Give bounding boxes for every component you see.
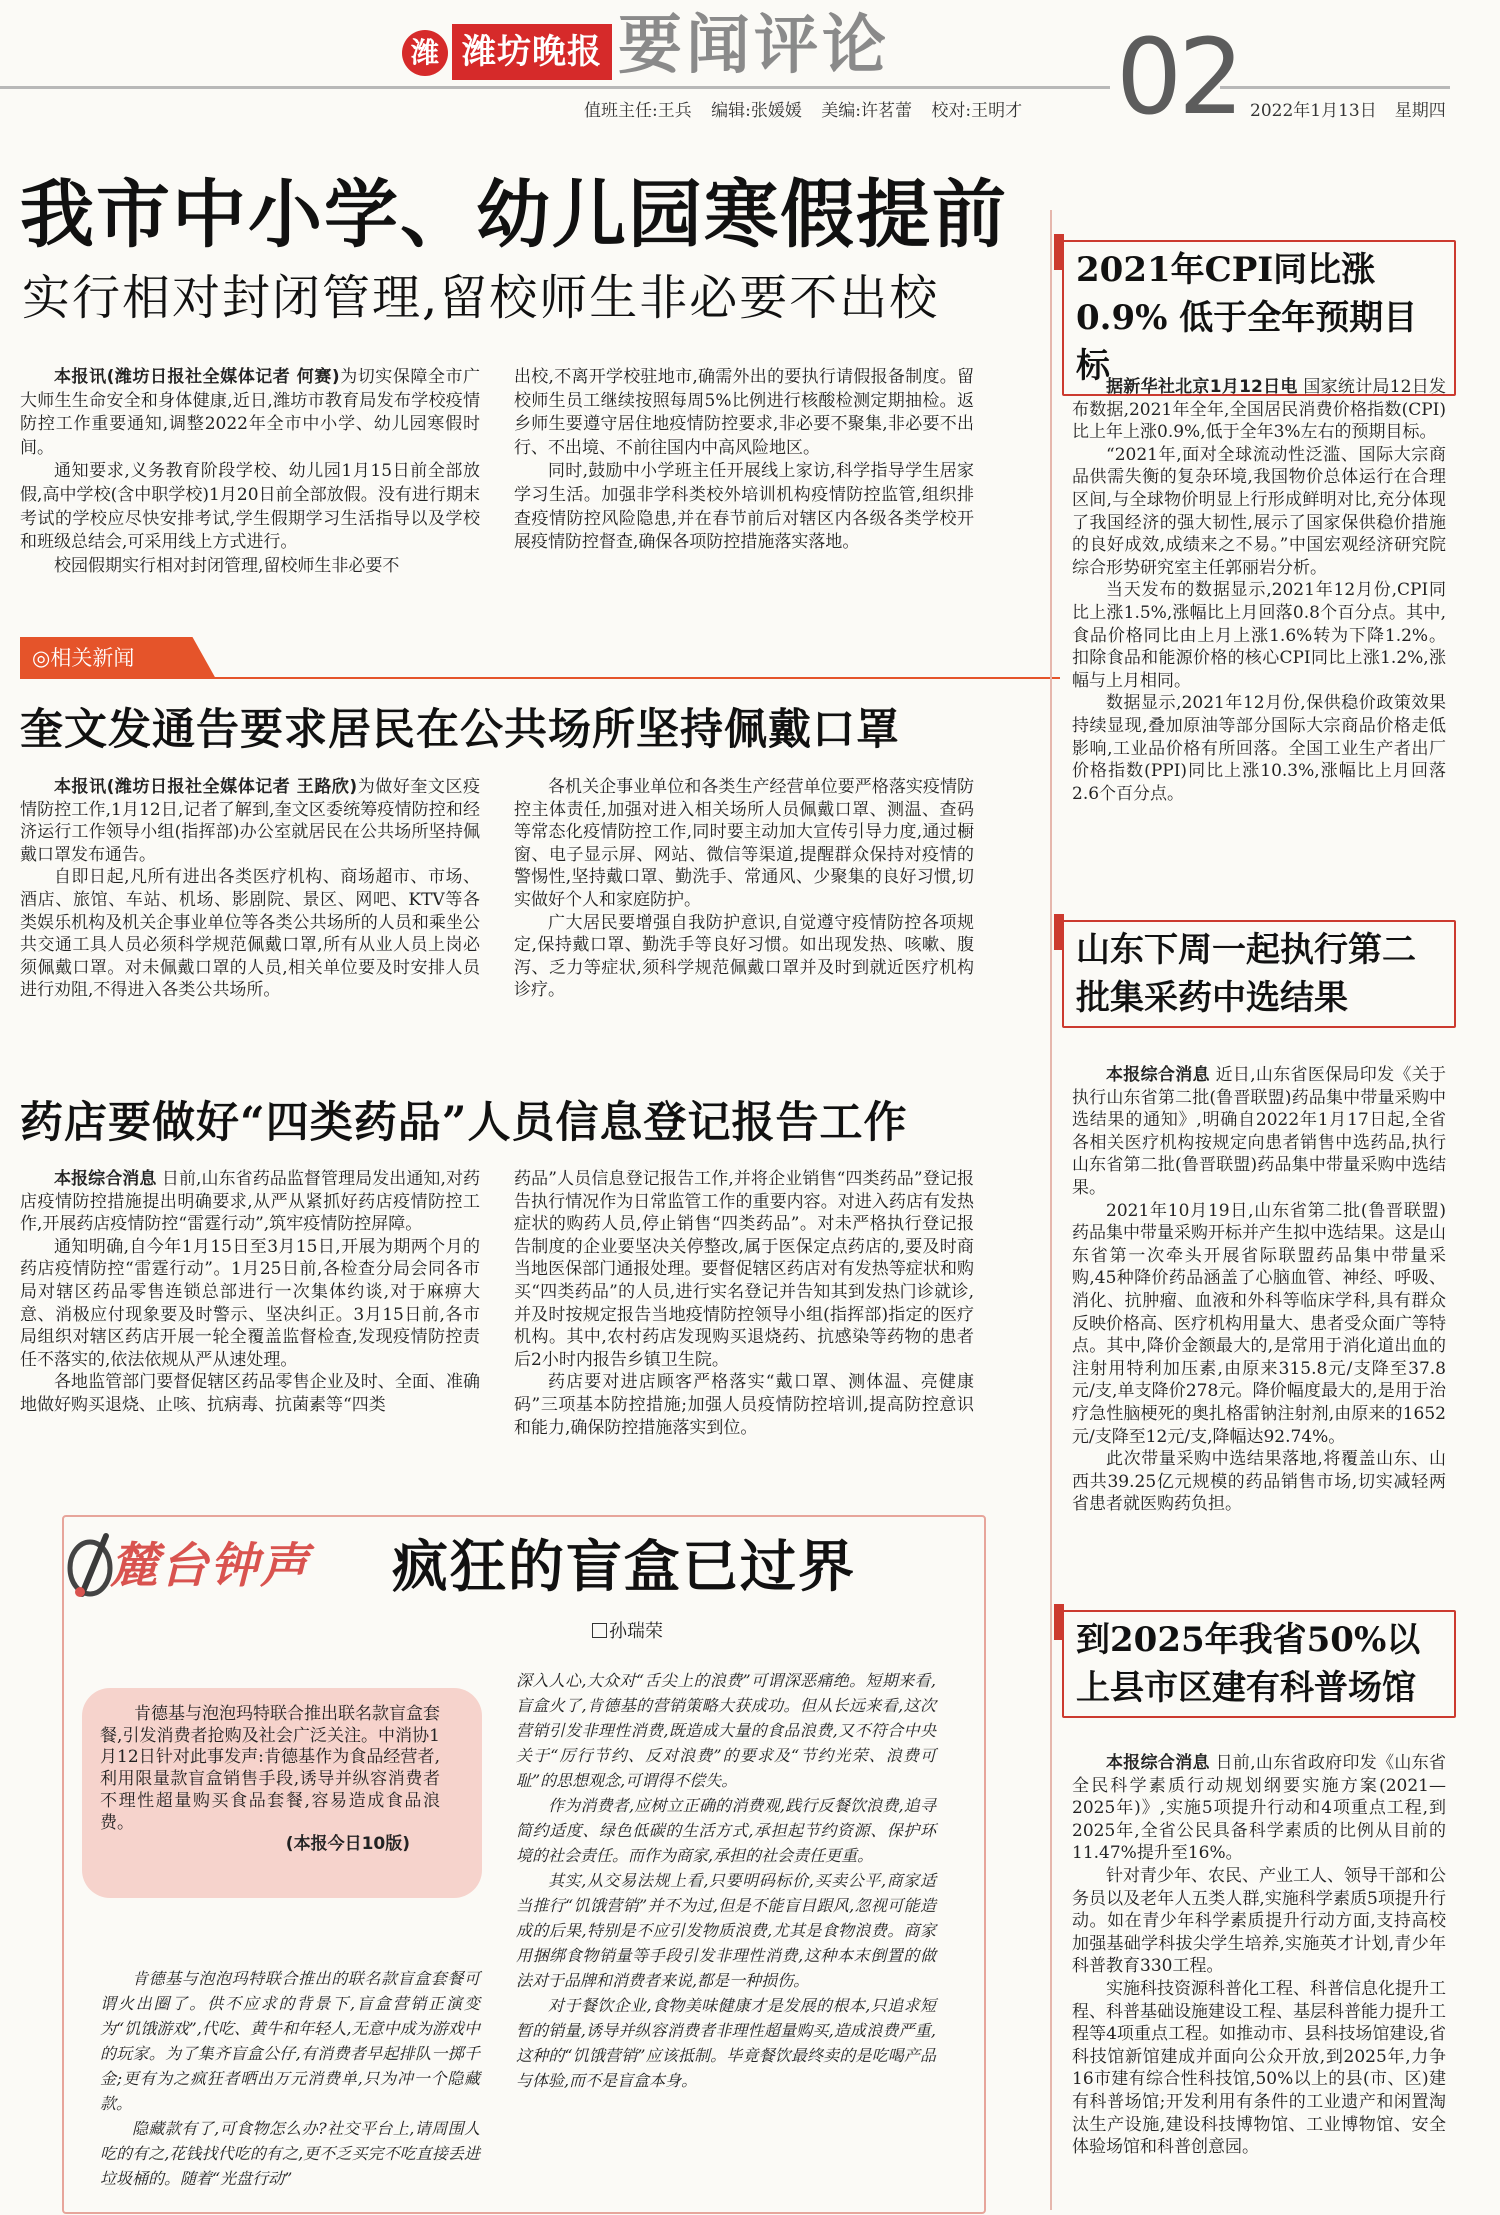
cpi-headline-box <box>1062 240 1456 396</box>
commentary-column-2 <box>516 1668 936 2093</box>
drug-byline: 本报综合消息 <box>1106 1065 1210 1085</box>
lead-column-2 <box>514 366 974 555</box>
masthead-rule-right <box>1220 86 1450 89</box>
page-number: 02 <box>1116 16 1241 138</box>
commentary-para: 对于餐饮企业,食物美味健康才是发展的根本,只追求短暂的销量,诱导并纵容消费者非理性超量购买,造成浪费严重,这种的“饥饿营销”应该抵制。毕竟餐饮最终卖的是吃喝产品与体验,而不是盲盒本身。 <box>516 1996 936 2090</box>
mask-para: 各机关企事业单位和各类生产经营单位要严格落实疫情防控主体责任,加强对进入相关场所人员佩戴口罩、测温、查码等常态化疫情防控工作,同时要主动加大宣传引导力度,通过橱窗、电子显示屏、网站、微信等渠道,提醒群众保持对疫情的警惕性,坚持戴口罩、勤洗手、常通风、少聚集的良好习惯,切实做好个人和家庭防护。 <box>514 777 974 910</box>
paper-name: 潍坊晚报 <box>452 24 612 80</box>
commentary-para: 深入人心,大众对“舌尖上的浪费”可谓深恶痛绝。短期来看,盲盒火了,肯德基的营销策略大获成功。但从长远来看,这次营销引发非理性消费,既造成大量的食品浪费,又不符合中央关于“厉行节约、反对浪费”的要求及“节约光荣、浪费可耻”的思想观念,可谓得不偿失。 <box>516 1671 936 1790</box>
box-accent <box>1054 234 1064 270</box>
mask-para: 广大居民要增强自我防护意识,自觉遵守疫情防控各项规定,保持戴口罩、勤洗手等良好习惯。如出现发热、咳嗽、腹泻、乏力等症状,须科学规范佩戴口罩并及时到就近医疗机构诊疗。 <box>514 912 974 1001</box>
pharmacy-para: 通知明确,自今年1月15日至3月15日,开展为期两个月的药店疫情防控“雷霆行动”。1月25日前,各检查分局会同各市局对辖区药品零售连锁总部进行一次集体约谈,对于麻痹大意、消极应付现象要及时警示、坚决纠正。3月15日前,各市局组织对辖区药店开展一轮全覆盖监督检查,发现疫情防控责任不落实的,依法依规从严从速处理。 <box>20 1236 480 1370</box>
newspaper-logo-icon: 潍 <box>402 30 448 76</box>
pharmacy-para: 日前,山东省药品监督管理局发出通知,对药店疫情防控措施提出明确要求,从严从紧抓好药店疫情防控工作,开展药店疫情防控“雷霆行动”,筑牢疫情防控屏障。 <box>20 1169 481 1235</box>
drug-para: 近日,山东省医保局印发《关于执行山东省第二批(鲁晋联盟)药品集中带量采购中选结果的通知》,明确自2022年1月17日起,全省各相关医疗机构按规定向患者销售中选药品,执行山东省第二批(鲁晋联盟)药品集中带量采购中选结果。 <box>1072 1065 1447 1198</box>
cpi-para: “2021年,面对全球流动性泛滥、国际大宗商品供需失衡的复杂环境,我国物价总体运行在合理区间,与全球物价明显上行形成鲜明对比,充分体现了我国经济的强大韧性,展示了国家保供稳价措施的良好成效,成绩来之不易。”中国宏观经济研究院综合形势研究室主任郭丽岩分析。 <box>1072 444 1446 578</box>
cpi-para: 当天发布的数据显示,2021年12月份,CPI同比上涨1.5%,涨幅比上月回落0.8个百分点。其中,食品价格同比由上月上涨1.6%转为下降1.2%。扣除食品和能源价格的核心CPI同比上涨1.2%,涨幅与上月相同。 <box>1072 580 1446 691</box>
mask-para: 自即日起,凡所有进出各类医疗机构、商场超市、市场、酒店、旅馆、车站、机场、影剧院、景区、网吧、KTV等各类娱乐机构及机关企事业单位等各类公共场所的人员和乘坐公共交通工具人员必须科学规范佩戴口罩,所有从业人员上岗必须佩戴口罩。对未佩戴口罩的人员,相关单位要及时安排人员进行劝阻,不得进入各类公共场所。 <box>20 867 480 1001</box>
lead-para: 同时,鼓励中小学班主任开展线上家访,科学指导学生居家学习生活。加强非学科类校外培训机构疫情防控监管,组织排查疫情防控风险隐患,并在春节前后对辖区内各级各类学校开展疫情防控督查,确保各项防控措施落实落地。 <box>514 461 974 553</box>
pharmacy-column-2 <box>514 1168 974 1439</box>
drug-body <box>1072 1064 1446 1516</box>
staff-proofreader: 校对:王明才 <box>931 101 1023 121</box>
commentary-para: 肯德基与泡泡玛特联合推出的联名款盲盒套餐可谓火出圈了。供不应求的背景下,盲盒营销正演变为“饥饿游戏”,代吃、黄牛和年轻人,无意中成为游戏中的玩家。为了集齐盲盒公仔,有消费者早起排队一掷千金;更有为之疯狂者晒出万元消费单,只为冲一个隐藏款。 <box>100 1969 480 2113</box>
lead-subheadline: 实行相对封闭管理,留校师生非必要不出校 <box>22 270 940 326</box>
lead-para: 校园假期实行相对封闭管理,留校师生非必要不 <box>54 555 400 576</box>
lead-headline: 我市中小学、幼儿园寒假提前 <box>20 172 1008 258</box>
cpi-body <box>1072 376 1446 805</box>
section-title: 要闻评论 <box>618 8 890 83</box>
science-para: 针对青少年、农民、产业工人、领导干部和公务员以及老年人五类人群,实施科学素质5项提升行动。如在青少年科学素质提升行动方面,支持高校加强基础学科拔尖学生培养,实施英才计划,青少年科普教育330工程。 <box>1072 1865 1447 1977</box>
staff-duty: 值班主任:王兵 <box>584 101 692 121</box>
issue-date <box>1250 96 1446 121</box>
box-accent <box>1054 914 1064 950</box>
pharmacy-para: 药品”人员信息登记报告工作,并将企业销售“四类药品”登记报告执行情况作为日常监管工作的重要内容。对进入药店有发热症状的购药人员,停止销售“四类药品”。对未严格执行登记报告制度的企业要坚决关停整改,属于医保定点药店的,要及时商当地医保部门通报处理。要督促辖区药店对有发热等症状和购买“四类药品”的人员,进行实名登记并告知其到发热门诊就诊,并及时按规定报告当地疫情防控领导小组(指挥部)指定的医疗机构。其中,农村药店发现购买退烧药、抗感染等药物的患者后2小时内报告乡镇卫生院。 <box>514 1169 974 1370</box>
pharmacy-para: 药店要对进店顾客严格落实“戴口罩、测体温、亮健康码”三项基本防控措施;加强人员疫情防控培训,提高防控意识和能力,确保防控措施落实到位。 <box>514 1372 974 1438</box>
pharmacy-byline: 本报综合消息 <box>54 1169 157 1189</box>
cpi-headline: 2021年CPI同比涨0.9% 低于全年预期目标 <box>1076 250 1418 386</box>
mask-column-1 <box>20 776 480 1002</box>
commentary-column-1 <box>100 1966 480 2191</box>
mask-article-headline: 奎文发通告要求居民在公共场所坚持佩戴口罩 <box>20 705 900 755</box>
commentary-headline: 疯狂的盲盒已过界 <box>392 1534 856 1600</box>
box-accent <box>1054 1604 1064 1640</box>
pharmacy-column-1 <box>20 1168 480 1417</box>
staff-editor: 编辑:张媛媛 <box>711 101 802 121</box>
intro-para: 肯德基与泡泡玛特联合推出联名款盲盒套餐,引发消费者抢购及社会广泛关注。中消协1月12日针对此事发声:肯德基作为食品经营者,利用限量款盲盒销售手段,诱导并纵容消费者不理性超量购买食品套餐,容易造成食品浪费。 <box>100 1704 440 1833</box>
tag-rule <box>20 677 1060 679</box>
lead-column-1 <box>20 366 480 578</box>
drug-para: 此次带量采购中选结果落地,将覆盖山东、山西共39.25亿元规模的药品销售市场,切实减轻两省患者就医购药负担。 <box>1072 1449 1446 1515</box>
science-headline: 到2025年我省50%以上县市区建有科普场馆 <box>1076 1620 1421 1708</box>
lead-para: 为切实保障全市广大师生生命安全和身体健康,近日,潍坊市教育局发布学校疫情防控工作重要通知,调整2022年全市中小学、幼儿园寒假时间。 <box>20 367 481 458</box>
drug-headline: 山东下周一起执行第二批集采药中选结果 <box>1076 930 1416 1018</box>
commentary-para: 隐藏款有了,可食物怎么办?社交平台上,请周围人吃的有之,花钱找代吃的有之,更不乏买完不吃直接丢进垃圾桶的。随着“光盘行动” <box>100 2119 480 2188</box>
drug-headline-box <box>1062 920 1456 1028</box>
lead-para: 出校,不离开学校驻地市,确需外出的要执行请假报备制度。留校师生员工继续按照每周5%比例进行核酸检测定期抽检。返乡师生要遵守居住地疫情防控要求,非必要不聚集,非必要不出行、不出境、不前往国内中高风险地区。 <box>514 367 974 458</box>
commentary-author: 孙瑞荣 <box>592 1620 663 1644</box>
masthead-rule <box>0 86 1110 89</box>
staff-line <box>584 96 1022 121</box>
pharmacy-article-headline: 药店要做好“四类药品”人员信息登记报告工作 <box>20 1098 908 1148</box>
column-name: 麓台钟声 <box>110 1538 311 1594</box>
science-body <box>1072 1752 1446 2159</box>
tag-label: ◎相关新闻 <box>32 646 135 670</box>
commentary-para: 作为消费者,应树立正确的消费观,践行反餐饮浪费,追寻简约适度、绿色低碳的生活方式,承担起节约资源、保护环境的社会责任。而作为商家,承担的社会责任更重。 <box>516 1796 936 1865</box>
lead-byline: 本报讯(潍坊日报社全媒体记者 何赛) <box>54 367 340 387</box>
science-headline-box <box>1062 1610 1456 1718</box>
weekday-text: 星期四 <box>1394 101 1446 121</box>
lead-para: 通知要求,义务教育阶段学校、幼儿园1月15日前全部放假,高中学校(含中职学校)1月20日前全部放假。没有进行期末考试的学校应尽快安排考试,学生假期学习生活指导以及学校和班级总结会,可采用线上方式进行。 <box>20 461 480 553</box>
cpi-para: 数据显示,2021年12月份,保供稳价政策效果持续显现,叠加原油等部分国际大宗商品价格走低影响,工业品价格有所回落。全国工业生产者出厂价格指数(PPI)同比上涨10.3%,涨幅比上月回落2.6个百分点。 <box>1072 693 1446 804</box>
date-text: 2022年1月13日 <box>1250 101 1377 121</box>
science-byline: 本报综合消息 <box>1106 1753 1210 1773</box>
intro-source: (本报今日10版) <box>285 1834 410 1855</box>
science-para: 实施科技资源科普化工程、科普信息化提升工程、科普基础设施建设工程、基层科普能力提升工程等4项重点工程。如推动市、县科技场馆建设,省科技馆新馆建成并面向公众开放,到2025年,力争16市建有综合性科技馆,50%以上的县(市、区)建有科普场馆;开发利用有条件的工业遗产和闲置淘汰生产设施,建设科技博物馆、工业博物馆、安全体验场馆和科普创意园。 <box>1072 1978 1447 2158</box>
mask-para: 为做好奎文区疫情防控工作,1月12日,记者了解到,奎文区委统筹疫情防控和经济运行工作领导小组(指挥部)办公室就居民在公共场所坚持佩戴口罩发布通告。 <box>20 777 480 865</box>
staff-designer: 美编:许茗蕾 <box>821 101 913 121</box>
cpi-para: 国家统计局12日发布数据,2021年全年,全国居民消费价格指数(CPI)比上年上涨0.9%,低于全年3%左右的预期目标。 <box>1072 377 1446 443</box>
mask-byline: 本报讯(潍坊日报社全媒体记者 王路欣) <box>54 777 358 797</box>
mask-column-2 <box>514 776 974 1002</box>
commentary-para: 其实,从交易法规上看,只要明码标价,买卖公平,商家适当推行“饥饿营销”并不为过,但是不能盲目跟风,忽视可能造成的后果,特别是不应引发物质浪费,尤其是食物浪费。商家用捆绑食物销量等手段引发非理性消费,这种本末倒置的做法对于品牌和消费者来说,都是一种损伤。 <box>516 1871 936 1990</box>
science-para: 日前,山东省政府印发《山东省全民科学素质行动规划纲要实施方案(2021—2025年)》,实施5项提升行动和4项重点工程,到2025年,全省公民具备科学素质的比例从目前的11.47%提升至16%。 <box>1072 1753 1447 1864</box>
drug-para: 2021年10月19日,山东省第二批(鲁晋联盟)药品集中带量采购开标并产生拟中选结果。这是山东省第一次牵头开展省际联盟药品集中带量采购,45种降价药品涵盖了心脑血管、神经、呼吸、消化、抗肿瘤、血液和外科等临床学科,具有群众反映价格高、医疗机构用量大、患者受众面广等特点。其中,降价金额最大的,是常用于消化道出血的注射用特利加压素,由原来315.8元/支降至37.8元/支,单支降价278元。降价幅度最大的,是用于治疗急性脑梗死的奥扎格雷钠注射剂,由原来的1652元/支降至12元/支,降幅达92.74%。 <box>1072 1200 1446 1447</box>
related-news-tag <box>20 637 216 679</box>
intro-text <box>100 1704 440 1856</box>
pharmacy-para: 各地监管部门要督促辖区药品零售企业及时、全面、准确地做好购买退烧、止咳、抗病毒、抗菌素等“四类 <box>20 1372 480 1415</box>
sidebar-rule <box>1050 210 1052 2210</box>
cpi-byline: 据新华社北京1月12日电 <box>1106 377 1298 397</box>
